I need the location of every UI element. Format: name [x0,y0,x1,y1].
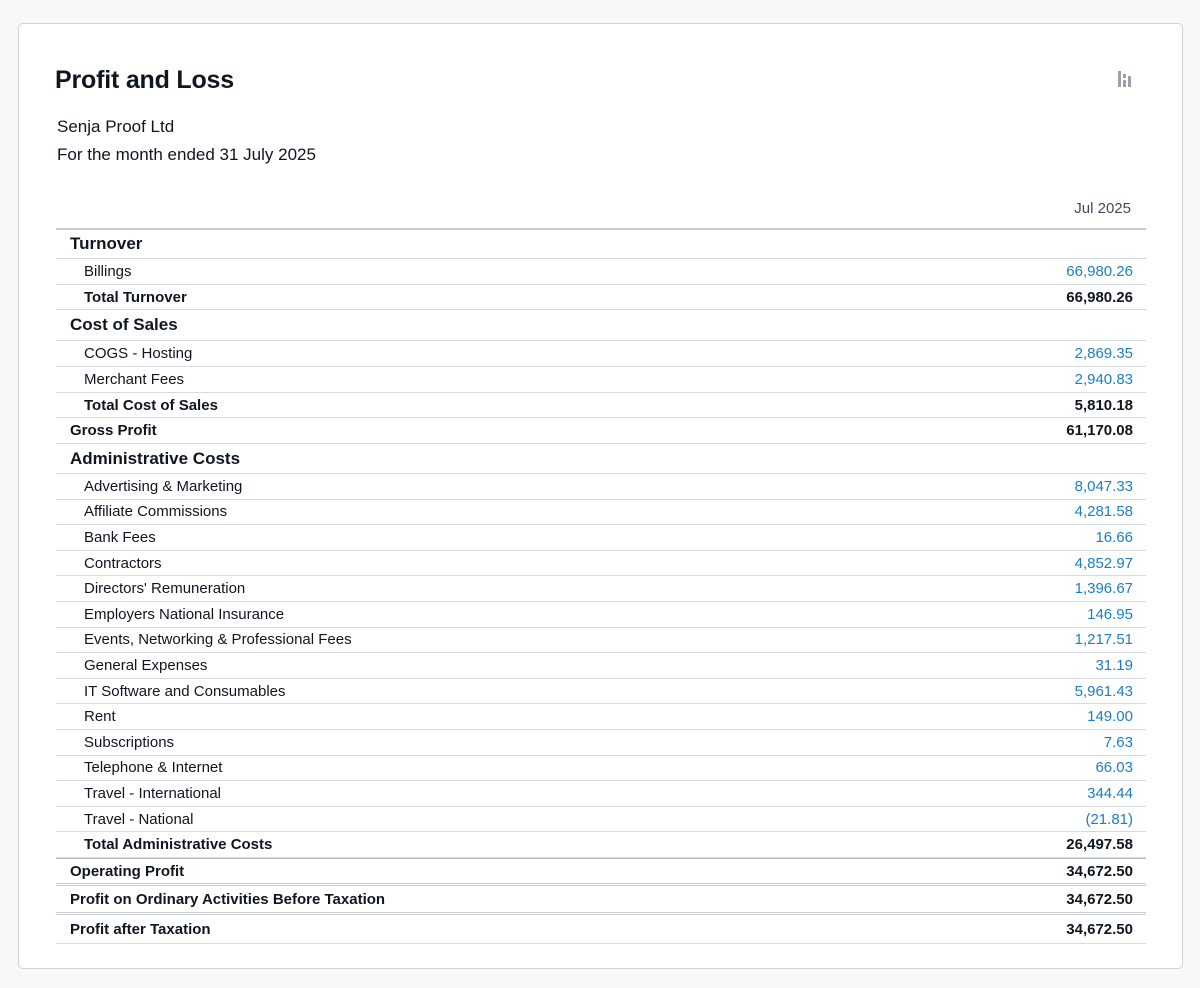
table-row [56,551,1146,577]
row-value-link[interactable]: 146.95 [1087,605,1133,623]
summary-value: 34,672.50 [1066,890,1133,908]
profit-before-tax-row [56,886,1146,915]
summary-value: 61,170.08 [1066,422,1133,439]
summary-label: Profit on Ordinary Activities Before Taxation [70,890,386,908]
table-row [56,704,1146,730]
table-row [56,807,1146,833]
total-label: Total Administrative Costs [84,836,273,854]
total-row-turnover [56,285,1146,310]
page-title: Profit and Loss [55,66,234,94]
row-label: Affiliate Commissions [84,503,228,521]
table-row [56,730,1146,756]
total-value: 26,497.58 [1066,836,1133,854]
summary-label: Gross Profit [70,422,157,439]
row-label: Employers National Insurance [84,605,285,623]
admin-items [56,474,1146,832]
table-row [56,525,1146,551]
column-header-month: Jul 2025 [1074,200,1131,217]
row-label: Travel - National [84,810,194,828]
row-label: Advertising & Marketing [84,477,243,495]
report-card [18,23,1183,969]
row-label: Bank Fees [84,528,156,546]
row-value-link[interactable]: 66,980.26 [1066,263,1133,280]
total-value: 5,810.18 [1074,396,1133,414]
report-period: For the month ended 31 July 2025 [57,145,316,164]
row-label: Rent [84,708,116,726]
profit-after-tax-row [56,915,1146,944]
section-heading-label: Cost of Sales [70,315,178,334]
row-label: Billings [84,263,132,280]
table-row [56,653,1146,679]
section-heading-cost-of-sales [56,310,1146,341]
summary-value: 34,672.50 [1066,920,1133,938]
section-heading-label: Turnover [70,234,143,253]
gross-profit-row [56,418,1146,444]
table-row [56,781,1146,807]
summary-label: Operating Profit [70,862,185,880]
summary-value: 34,672.50 [1066,862,1133,880]
total-value: 66,980.26 [1066,288,1133,306]
company-name: Senja Proof Ltd [57,117,175,136]
row-value-link[interactable]: 16.66 [1095,528,1133,546]
row-label: Events, Networking & Professional Fees [84,631,352,649]
table-row [56,628,1146,654]
row-label: Contractors [84,554,162,572]
table-row [56,367,1146,393]
row-label: Directors' Remuneration [84,580,246,598]
table-row [56,679,1146,705]
table-row [56,756,1146,782]
row-value-link[interactable]: 2,869.35 [1074,345,1133,362]
total-row-cost-of-sales [56,393,1146,418]
total-label: Total Turnover [84,288,187,306]
row-value-link[interactable]: 1,396.67 [1074,580,1133,598]
table-row [56,474,1146,500]
row-value-link[interactable]: 5,961.43 [1074,682,1133,700]
row-value-link[interactable]: 31.19 [1095,656,1133,674]
row-label: Travel - International [84,784,222,802]
section-heading-label: Administrative Costs [70,448,241,468]
row-value-link[interactable]: 8,047.33 [1074,477,1133,495]
column-settings-icon[interactable] [1117,70,1135,90]
row-value-link[interactable]: 7.63 [1103,733,1133,751]
section-heading-turnover [56,228,1146,259]
row-value-link[interactable]: (21.81) [1085,810,1133,828]
row-label: IT Software and Consumables [84,682,286,700]
pl-table [56,228,1146,944]
table-row [56,602,1146,628]
section-heading-administrative-costs [56,444,1146,474]
table-row [56,259,1146,285]
row-label: COGS - Hosting [84,345,193,362]
total-row-administrative-costs [56,832,1146,858]
total-label: Total Cost of Sales [84,396,218,414]
row-value-link[interactable]: 4,852.97 [1074,554,1133,572]
row-label: General Expenses [84,656,208,674]
table-row [56,576,1146,602]
row-label: Subscriptions [84,733,175,751]
operating-profit-row [56,858,1146,886]
row-value-link[interactable]: 149.00 [1087,708,1133,726]
summary-label: Profit after Taxation [70,920,211,938]
table-row [56,341,1146,367]
row-label: Merchant Fees [84,371,185,388]
row-value-link[interactable]: 4,281.58 [1074,503,1133,521]
table-row [56,500,1146,526]
row-value-link[interactable]: 344.44 [1087,784,1133,802]
row-value-link[interactable]: 2,940.83 [1074,371,1133,388]
row-value-link[interactable]: 1,217.51 [1074,631,1133,649]
row-label: Telephone & Internet [84,759,223,777]
row-value-link[interactable]: 66.03 [1095,759,1133,777]
